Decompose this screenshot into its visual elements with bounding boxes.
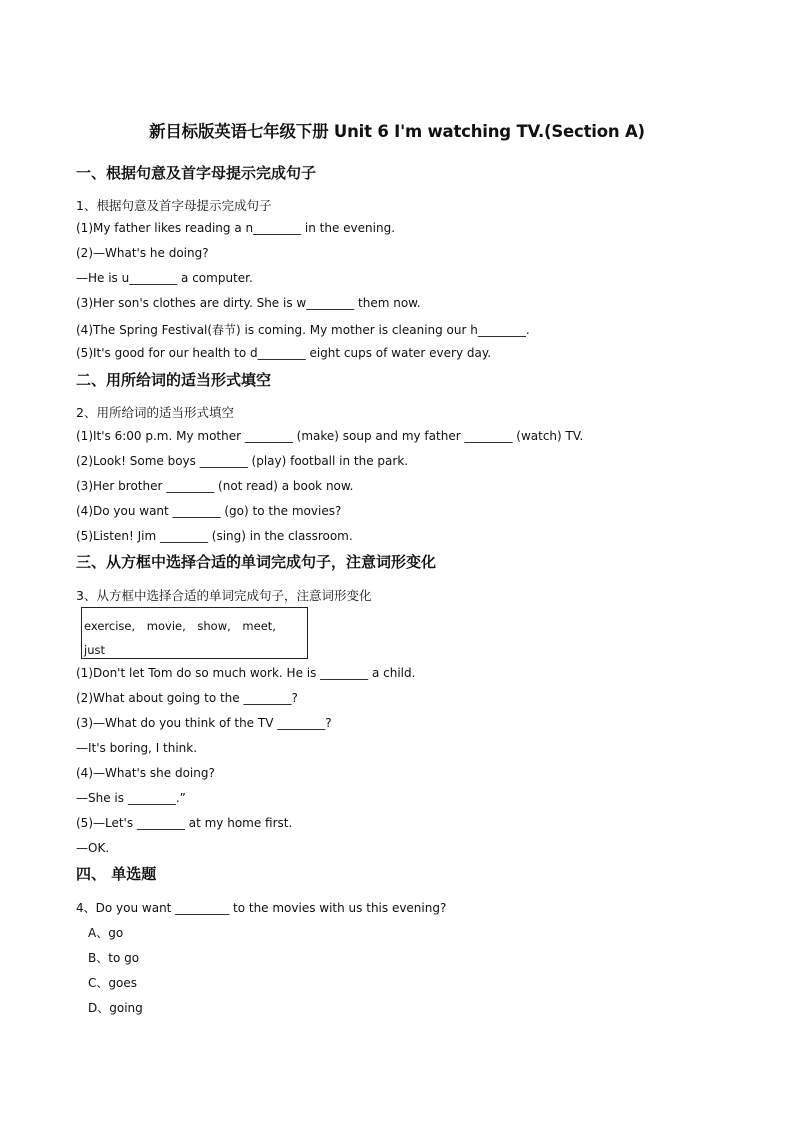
mc-question: 4、Do you want _________ to the movies with us this evening? bbox=[76, 901, 447, 915]
mc-option-a: A、go bbox=[88, 926, 124, 940]
question-line: (5)It's good for our health to d________ eight cups of water every day. bbox=[76, 346, 492, 360]
question-line: (4)Do you want ________ (go) to the movies? bbox=[76, 504, 342, 518]
question-line: (2)Look! Some boys ________ (play) football in the park. bbox=[76, 454, 409, 468]
question-line: (3)—What do you think of the TV ________? bbox=[76, 716, 332, 730]
document-title: 新目标版英语七年级下册 Unit 6 I'm watching TV.(Section A) bbox=[149, 122, 645, 141]
question-line: —It's boring, I think. bbox=[76, 741, 198, 755]
mc-option-b: B、to go bbox=[88, 951, 140, 965]
question-line: (4)—What's she doing? bbox=[76, 766, 215, 780]
question-line: (2)—What's he doing? bbox=[76, 246, 209, 260]
question-line: (5)—Let's ________ at my home first. bbox=[76, 816, 293, 830]
question-line: (1)It's 6:00 p.m. My mother ________ (make) soup and my father ________ (watch) TV. bbox=[76, 429, 584, 443]
question-line: (3)Her brother ________ (not read) a book now. bbox=[76, 479, 354, 493]
question-line: —She is ________.” bbox=[76, 791, 186, 805]
mc-option-d: D、going bbox=[88, 1001, 143, 1015]
word-bank-box: exercise, movie, show, meet, just bbox=[81, 607, 308, 659]
question-line: —OK. bbox=[76, 841, 110, 855]
question-line: (1)Don't let Tom do so much work. He is ________ a child. bbox=[76, 666, 416, 680]
section-4-heading: 四、 单选题 bbox=[76, 865, 157, 883]
question-line: —He is u________ a computer. bbox=[76, 271, 253, 285]
question-line: (2)What about going to the ________? bbox=[76, 691, 298, 705]
section-3-heading: 三、从方框中选择合适的单词完成句子，注意词形变化 bbox=[76, 553, 437, 571]
section-2-heading: 二、用所给词的适当形式填空 bbox=[76, 371, 272, 389]
question-line: (5)Listen! Jim ________ (sing) in the classroom. bbox=[76, 529, 353, 543]
question-line: (4)The Spring Festival(春节) is coming. My mother is cleaning our h________. bbox=[76, 323, 530, 337]
question-line: (1)My father likes reading a n________ in the evening. bbox=[76, 221, 396, 235]
question-line: (3)Her son's clothes are dirty. She is w________ them now. bbox=[76, 296, 421, 310]
mc-option-c: C、goes bbox=[88, 976, 137, 990]
section-2-subheading: 2、用所给词的适当形式填空 bbox=[76, 405, 234, 420]
section-3-subheading: 3、从方框中选择合适的单词完成句子，注意词形变化 bbox=[76, 588, 372, 603]
section-1-heading: 一、根据句意及首字母提示完成句子 bbox=[76, 164, 317, 182]
section-1-subheading: 1、根据句意及首字母提示完成句子 bbox=[76, 198, 272, 213]
